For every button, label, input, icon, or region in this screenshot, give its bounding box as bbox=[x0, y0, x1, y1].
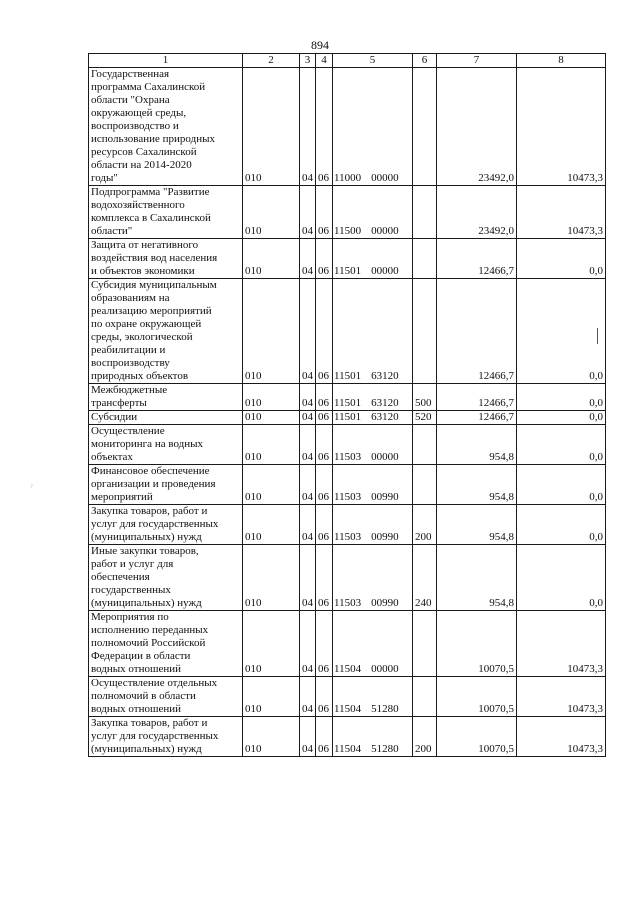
amount-2020-cell: 0,0 bbox=[517, 425, 606, 465]
amount-2020-cell: 10473,3 bbox=[517, 677, 606, 717]
row-name-cell: Иные закупки товаров, работ и услуг для обеспечения государственных (муниципальных) нужд bbox=[89, 545, 243, 611]
target-article-cell bbox=[333, 717, 413, 757]
expense-type-cell bbox=[413, 611, 437, 677]
expense-type-cell bbox=[413, 68, 437, 186]
ministry-code-cell: 010 bbox=[243, 505, 300, 545]
subsection-code-cell: 06 bbox=[316, 239, 333, 279]
target-article-cell bbox=[333, 677, 413, 717]
table-row bbox=[89, 384, 606, 411]
amount-2020-cell: 0,0 bbox=[517, 279, 606, 384]
amount-2019-cell: 23492,0 bbox=[437, 68, 517, 186]
amount-2020-cell: 0,0 bbox=[517, 239, 606, 279]
target-article-cell bbox=[333, 239, 413, 279]
target-article-part-1: 11504 bbox=[334, 663, 362, 675]
amount-2019-cell: 12466,7 bbox=[437, 279, 517, 384]
subsection-code-cell: 06 bbox=[316, 677, 333, 717]
subsection-code-cell: 06 bbox=[316, 384, 333, 411]
target-article-part-2: 00000 bbox=[371, 663, 399, 675]
amount-2019-cell: 12466,7 bbox=[437, 384, 517, 411]
table-row bbox=[89, 279, 606, 384]
subsection-code-cell: 06 bbox=[316, 465, 333, 505]
section-code-cell: 04 bbox=[300, 505, 316, 545]
scan-artifact: ~ bbox=[27, 482, 37, 490]
subsection-code-cell: 06 bbox=[316, 611, 333, 677]
target-article-part-1: 11503 bbox=[334, 597, 362, 609]
column-header: 3 bbox=[300, 54, 316, 68]
subsection-code-cell: 06 bbox=[316, 425, 333, 465]
target-article-part-2: 00000 bbox=[371, 225, 399, 237]
ministry-code-cell: 010 bbox=[243, 279, 300, 384]
amount-2019-cell: 12466,7 bbox=[437, 411, 517, 425]
table-row bbox=[89, 68, 606, 186]
amount-2020-cell: 0,0 bbox=[517, 384, 606, 411]
expense-type-cell: 200 bbox=[413, 717, 437, 757]
target-article-part-1: 11503 bbox=[334, 531, 362, 543]
section-code-cell: 04 bbox=[300, 717, 316, 757]
target-article-cell bbox=[333, 505, 413, 545]
row-name-cell: Осуществление мониторинга на водных объектах bbox=[89, 425, 243, 465]
ministry-code-cell: 010 bbox=[243, 68, 300, 186]
section-code-cell: 04 bbox=[300, 465, 316, 505]
row-name-cell: Закупка товаров, работ и услуг для государственных (муниципальных) нужд bbox=[89, 505, 243, 545]
column-header: 2 bbox=[243, 54, 300, 68]
section-code-cell: 04 bbox=[300, 68, 316, 186]
target-article-part-2: 00000 bbox=[371, 172, 399, 184]
row-name-cell: Мероприятия по исполнению переданных полномочий Российской Федерации в области водных отношений bbox=[89, 611, 243, 677]
expense-type-cell bbox=[413, 465, 437, 505]
target-article-part-1: 11000 bbox=[334, 172, 362, 184]
target-article-part-1: 11500 bbox=[334, 225, 362, 237]
row-name-cell: Подпрограмма "Развитие водохозяйственного комплекса в Сахалинской области" bbox=[89, 186, 243, 239]
section-code-cell: 04 bbox=[300, 239, 316, 279]
column-header: 5 bbox=[333, 54, 413, 68]
amount-2019-cell: 10070,5 bbox=[437, 717, 517, 757]
row-name-cell: Межбюджетные трансферты bbox=[89, 384, 243, 411]
target-article-cell bbox=[333, 465, 413, 505]
column-header: 1 bbox=[89, 54, 243, 68]
table-row bbox=[89, 425, 606, 465]
margin-tick-mark bbox=[597, 328, 598, 344]
amount-2019-cell: 954,8 bbox=[437, 425, 517, 465]
expense-type-cell: 240 bbox=[413, 545, 437, 611]
target-article-part-2: 00990 bbox=[371, 531, 399, 543]
ministry-code-cell: 010 bbox=[243, 425, 300, 465]
target-article-part-2: 00000 bbox=[371, 265, 399, 277]
expense-type-cell: 200 bbox=[413, 505, 437, 545]
table-row bbox=[89, 717, 606, 757]
row-name-cell: Субсидии bbox=[89, 411, 243, 425]
section-code-cell: 04 bbox=[300, 545, 316, 611]
amount-2019-cell: 10070,5 bbox=[437, 611, 517, 677]
target-article-cell bbox=[333, 68, 413, 186]
target-article-cell bbox=[333, 425, 413, 465]
ministry-code-cell: 010 bbox=[243, 677, 300, 717]
row-name-cell: Защита от негативного воздействия вод населения и объектов экономики bbox=[89, 239, 243, 279]
section-code-cell: 04 bbox=[300, 186, 316, 239]
target-article-part-2: 63120 bbox=[371, 370, 399, 382]
amount-2020-cell: 10473,3 bbox=[517, 68, 606, 186]
target-article-part-1: 11503 bbox=[334, 491, 362, 503]
table-row bbox=[89, 505, 606, 545]
amount-2019-cell: 23492,0 bbox=[437, 186, 517, 239]
subsection-code-cell: 06 bbox=[316, 279, 333, 384]
amount-2019-cell: 12466,7 bbox=[437, 239, 517, 279]
target-article-part-2: 51280 bbox=[371, 743, 399, 755]
table-row bbox=[89, 545, 606, 611]
target-article-cell bbox=[333, 411, 413, 425]
subsection-code-cell: 06 bbox=[316, 545, 333, 611]
amount-2019-cell: 954,8 bbox=[437, 505, 517, 545]
amount-2020-cell: 0,0 bbox=[517, 505, 606, 545]
amount-2020-cell: 10473,3 bbox=[517, 186, 606, 239]
target-article-part-2: 51280 bbox=[371, 703, 399, 715]
expense-type-cell bbox=[413, 239, 437, 279]
target-article-part-1: 11501 bbox=[334, 397, 362, 409]
row-name-cell: Субсидия муниципальным образованиям на реализацию мероприятий по охране окружающей среды, экологической реабилитации и воспроизводству природных объектов bbox=[89, 279, 243, 384]
row-name-cell: Финансовое обеспечение организации и проведения мероприятий bbox=[89, 465, 243, 505]
subsection-code-cell: 06 bbox=[316, 68, 333, 186]
target-article-part-2: 00990 bbox=[371, 491, 399, 503]
section-code-cell: 04 bbox=[300, 677, 316, 717]
amount-2019-cell: 954,8 bbox=[437, 545, 517, 611]
ministry-code-cell: 010 bbox=[243, 239, 300, 279]
expense-type-cell: 500 bbox=[413, 384, 437, 411]
column-header: 4 bbox=[316, 54, 333, 68]
amount-2020-cell: 0,0 bbox=[517, 545, 606, 611]
column-header: 8 bbox=[517, 54, 606, 68]
target-article-part-1: 11504 bbox=[334, 703, 362, 715]
target-article-part-1: 11501 bbox=[334, 370, 362, 382]
expense-type-cell: 520 bbox=[413, 411, 437, 425]
section-code-cell: 04 bbox=[300, 279, 316, 384]
target-article-part-2: 63120 bbox=[371, 411, 399, 423]
target-article-cell bbox=[333, 545, 413, 611]
subsection-code-cell: 06 bbox=[316, 717, 333, 757]
subsection-code-cell: 06 bbox=[316, 411, 333, 425]
section-code-cell: 04 bbox=[300, 411, 316, 425]
column-header: 7 bbox=[437, 54, 517, 68]
expense-type-cell bbox=[413, 677, 437, 717]
table-row bbox=[89, 411, 606, 425]
amount-2020-cell: 10473,3 bbox=[517, 717, 606, 757]
ministry-code-cell: 010 bbox=[243, 384, 300, 411]
amount-2020-cell: 0,0 bbox=[517, 465, 606, 505]
table-row bbox=[89, 465, 606, 505]
target-article-part-2: 63120 bbox=[371, 397, 399, 409]
target-article-cell bbox=[333, 186, 413, 239]
amount-2020-cell: 0,0 bbox=[517, 411, 606, 425]
target-article-cell bbox=[333, 611, 413, 677]
target-article-part-1: 11504 bbox=[334, 743, 362, 755]
amount-2020-cell: 10473,3 bbox=[517, 611, 606, 677]
section-code-cell: 04 bbox=[300, 425, 316, 465]
page-number: 894 bbox=[311, 38, 329, 52]
ministry-code-cell: 010 bbox=[243, 411, 300, 425]
row-name-cell: Государственная программа Сахалинской области "Охрана окружающей среды, воспроизводство и использование природных ресурсов Сахалинской области на 2014-2020 годы" bbox=[89, 68, 243, 186]
table-row bbox=[89, 611, 606, 677]
subsection-code-cell: 06 bbox=[316, 186, 333, 239]
expense-type-cell bbox=[413, 425, 437, 465]
target-article-part-1: 11503 bbox=[334, 451, 362, 463]
row-name-cell: Осуществление отдельных полномочий в области водных отношений bbox=[89, 677, 243, 717]
table-row bbox=[89, 239, 606, 279]
target-article-part-1: 11501 bbox=[334, 265, 362, 277]
ministry-code-cell: 010 bbox=[243, 465, 300, 505]
target-article-part-2: 00000 bbox=[371, 451, 399, 463]
row-name-cell: Закупка товаров, работ и услуг для государственных (муниципальных) нужд bbox=[89, 717, 243, 757]
amount-2019-cell: 10070,5 bbox=[437, 677, 517, 717]
ministry-code-cell: 010 bbox=[243, 717, 300, 757]
section-code-cell: 04 bbox=[300, 384, 316, 411]
column-header: 6 bbox=[413, 54, 437, 68]
target-article-cell bbox=[333, 279, 413, 384]
table-row bbox=[89, 677, 606, 717]
budget-table bbox=[88, 53, 606, 757]
ministry-code-cell: 010 bbox=[243, 186, 300, 239]
subsection-code-cell: 06 bbox=[316, 505, 333, 545]
section-code-cell: 04 bbox=[300, 611, 316, 677]
header-row bbox=[89, 54, 606, 68]
target-article-part-2: 00990 bbox=[371, 597, 399, 609]
amount-2019-cell: 954,8 bbox=[437, 465, 517, 505]
table-row bbox=[89, 186, 606, 239]
ministry-code-cell: 010 bbox=[243, 611, 300, 677]
target-article-cell bbox=[333, 384, 413, 411]
target-article-part-1: 11501 bbox=[334, 411, 362, 423]
expense-type-cell bbox=[413, 279, 437, 384]
ministry-code-cell: 010 bbox=[243, 545, 300, 611]
expense-type-cell bbox=[413, 186, 437, 239]
